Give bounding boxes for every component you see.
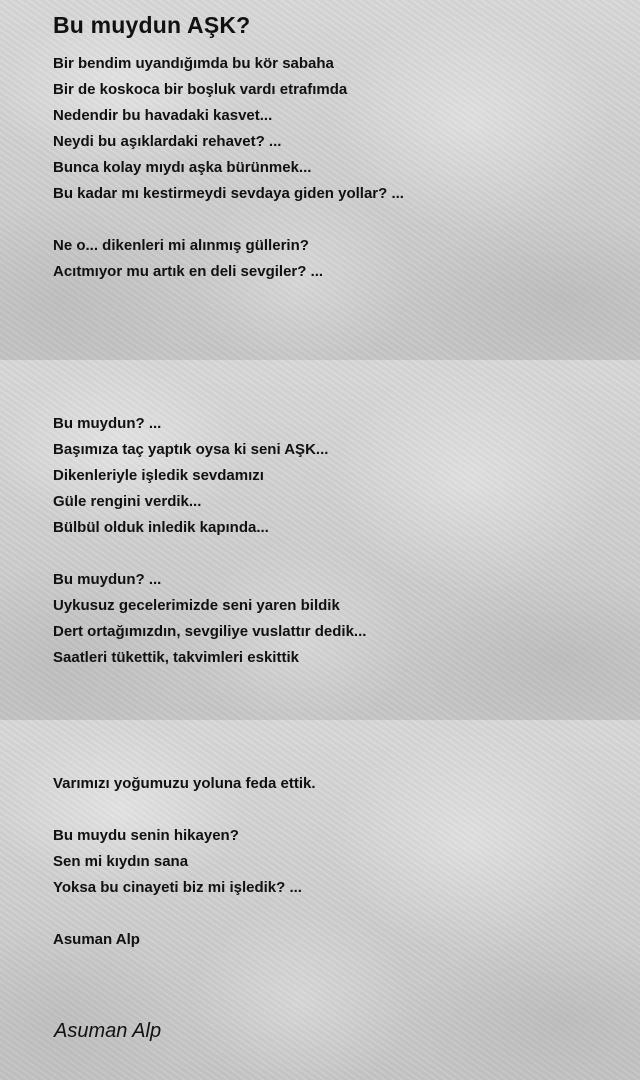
- poem-line: Başımıza taç yaptık oysa ki seni AŞK...: [53, 441, 329, 458]
- poem-panel-1: [0, 0, 640, 360]
- poem-line: Ne o... dikenleri mi alınmış güllerin?: [53, 237, 309, 254]
- poem-line: Bu kadar mı kestirmeydi sevdaya giden yollar? ...: [53, 185, 404, 202]
- stanza-group-1: [53, 51, 404, 285]
- poem-line: Dikenleriyle işledik sevdamızı: [53, 467, 264, 484]
- poem-line: Sen mi kıydın sana: [53, 853, 189, 870]
- poem-line: Dert ortağımızdın, sevgiliye vuslattır dedik...: [53, 623, 367, 640]
- stanza-gap: [53, 901, 316, 927]
- poem-line: Varımızı yoğumuzu yoluna feda ettik.: [53, 775, 316, 792]
- poem-title: Bu muydun AŞK?: [53, 12, 251, 38]
- poem-line: Acıtmıyor mu artık en deli sevgiler? ...: [53, 263, 324, 280]
- poem-line: Bülbül olduk inledik kapında...: [53, 519, 269, 536]
- poem-panel-2: [0, 360, 640, 720]
- stanza-gap: [53, 797, 316, 823]
- stanza-group-2: [53, 411, 366, 671]
- poem-line: Güle rengini verdik...: [53, 493, 202, 510]
- author-signature: Asuman Alp: [54, 1020, 162, 1042]
- poem-line: Bir bendim uyandığımda bu kör sabaha: [53, 55, 334, 72]
- poem-line: Yoksa bu cinayeti biz mi işledik? ...: [53, 879, 302, 896]
- poem-line: Bu muydun? ...: [53, 415, 162, 432]
- poem-author-line: Asuman Alp: [53, 931, 140, 948]
- poem-line: Bunca kolay mıydı aşka bürünmek...: [53, 159, 312, 176]
- poem-panel-3: [0, 720, 640, 1080]
- stanza-group-3: [53, 771, 316, 953]
- poem-line: Uykusuz gecelerimizde seni yaren bildik: [53, 597, 340, 614]
- poem-line: Bu muydun? ...: [53, 571, 162, 588]
- poem-line: Saatleri tükettik, takvimleri eskittik: [53, 649, 299, 666]
- stanza-gap: [53, 207, 404, 233]
- stanza-gap: [53, 541, 366, 567]
- poem-line: Bu muydu senin hikayen?: [53, 827, 239, 844]
- poem-line: Nedendir bu havadaki kasvet...: [53, 107, 273, 124]
- poem-line: Bir de koskoca bir boşluk vardı etrafımda: [53, 81, 348, 98]
- poem-line: Neydi bu aşıklardaki rehavet? ...: [53, 133, 282, 150]
